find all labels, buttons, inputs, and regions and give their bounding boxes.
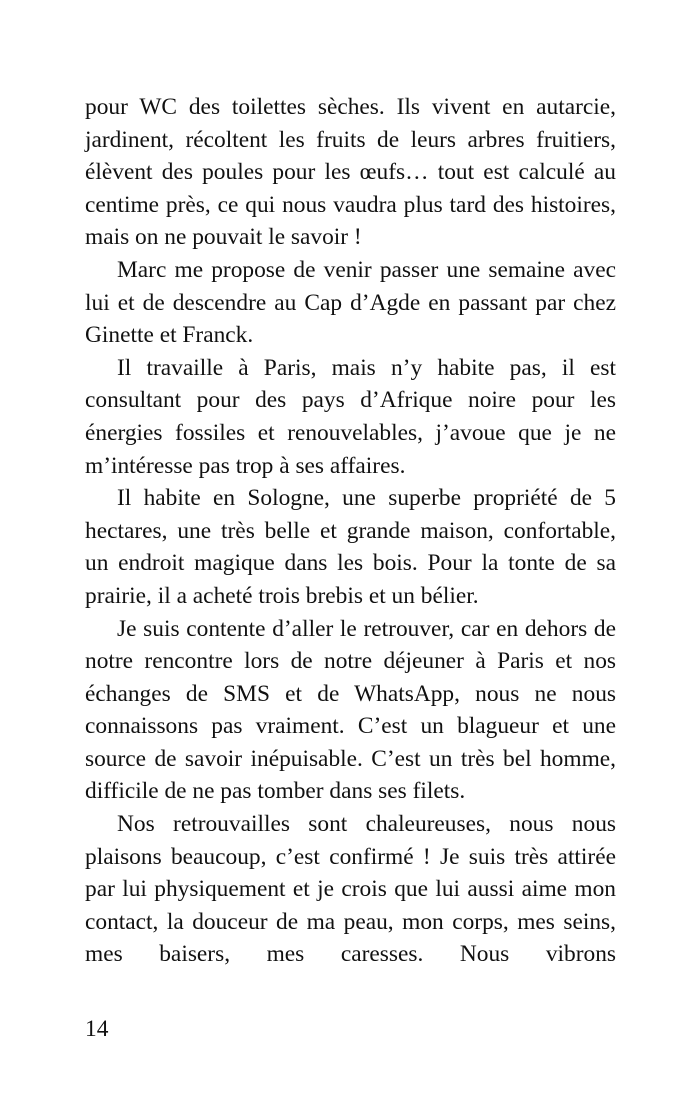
paragraph: Je suis contente d’aller le retrouver, car en dehors de notre rencontre lors de notre déjeuner à Paris et nos échanges de SMS et de WhatsApp, nous ne nous connaissons pas vraiment. C’est un blagueur et une source de savoir inépuisable. C’est un très bel homme, difficile de ne pas tomber dans ses filets. <box>85 615 616 805</box>
paragraph: pour WC des toilettes sèches. Ils vivent en autarcie, jardinent, récoltent les fruits de leurs arbres fruitiers, élèvent des poules pour les œufs… tout est calculé au centime près, ce qui nous vaudra plus tard des histoires, mais on ne pouvait le savoir ! <box>85 94 616 251</box>
paragraph: Il habite en Sologne, une superbe propriété de 5 hectares, une très belle et grande maison, confortable, un endroit magique dans les bois. Pour la tonte de sa prairie, il a acheté trois brebis et un bélier. <box>85 485 616 609</box>
paragraph: Il travaille à Paris, mais n’y habite pas, il est consultant pour des pays d’Afrique noire pour les énergies fossiles et renouvelables, j’avoue que je ne m’intéresse pas trop à ses affaires. <box>85 354 616 479</box>
paragraph: Marc me propose de venir passer une semaine avec lui et de descendre au Cap d’Agde en passant par chez Ginette et Franck. <box>85 256 616 349</box>
page-number: 14 <box>85 1016 109 1042</box>
paragraph: Nos retrouvailles sont chaleureuses, nous nous plaisons beaucoup, c’est confirmé ! Je suis très attirée par lui physiquement et je crois que lui aussi aime mon contact, la douceur de ma peau, mon corps, mes seins, mes baisers, mes caresses. Nous vibrons <box>85 811 616 968</box>
body-text <box>85 91 616 971</box>
